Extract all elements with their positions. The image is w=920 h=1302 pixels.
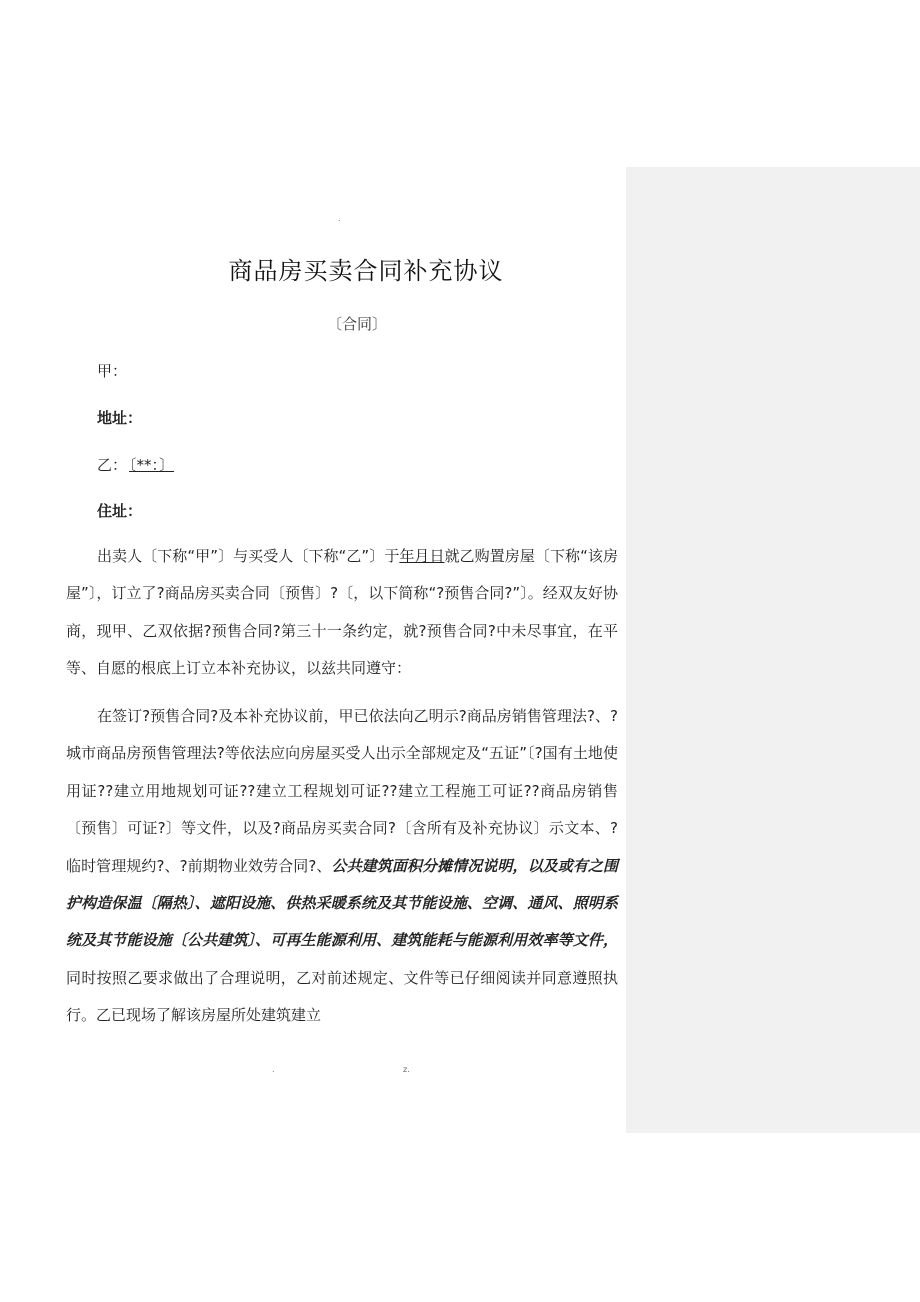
- footer-left-mark: .: [272, 1065, 275, 1074]
- document-title: 商品房买卖合同补充协议: [228, 257, 504, 285]
- residence-field: [97, 500, 142, 521]
- body-paragraph-1: [66, 538, 618, 688]
- body-paragraph-2: [66, 698, 618, 1035]
- p2-emphasis: 公共建筑面积分摊情况说明，以及或有之围护构造保温〔隔热〕、遮阳设施、供热采暖系统及其节能设施、空调、通风、照明系统及其节能设施〔公共建筑〕、可再生能源利用、建筑能耗与能源利用效率等文件，: [66, 856, 618, 950]
- p1-date: 年月日: [399, 547, 445, 565]
- p2-text-before: 在签订?预售合同?及本补充协议前，甲已依法向乙明示?商品房销售管理法?、?城市商品房预售管理法?等依法应向房屋买受人出示全部规定及“五证”〔?国有土地使用证??建立用地规划可证??建立工程规划可证??建立工程施工可证??商品房销售〔预售〕可证?〕等文件，以及?商品房买卖合同?〔含所有及补充协议〕示文本、?临时管理规约?、?前期物业效劳合同?、: [66, 707, 618, 875]
- residence-label: 住址：: [97, 502, 143, 520]
- party-a-field: [97, 360, 127, 381]
- header-mark: .: [338, 214, 341, 223]
- p1-text-before: 出卖人〔下称“甲”〕与买受人〔下称“乙”〕于: [97, 547, 400, 565]
- party-a-label: 甲：: [97, 362, 128, 380]
- p2-text-after: 同时按照乙要求做出了合理说明，乙对前述规定、文件等已仔细阅读并同意遵照执行。乙已现场了解该房屋所处建筑建立: [66, 968, 618, 1025]
- document-subtitle: 〔合同〕: [326, 315, 387, 333]
- party-b-field: [97, 454, 174, 475]
- page-number: z.: [403, 1065, 410, 1074]
- party-b-label: 乙：: [97, 456, 128, 474]
- address-label: 地址：: [97, 409, 143, 427]
- side-panel: [626, 167, 920, 1133]
- address-field: [97, 407, 142, 428]
- p1-text-after: 就乙购置房屋〔下称“该房屋”〕，订立了?商品房买卖合同〔预售〕?〔，以下简称“?预售合同?”〕。经双友好协商，现甲、乙双依据?预售合同?第三十一条约定，就?预售合同?中未尽事宜，在平等、自愿的根底上订立本补充协议，以兹共同遵守：: [66, 547, 618, 678]
- party-b-value: 〔**：〕: [129, 456, 175, 474]
